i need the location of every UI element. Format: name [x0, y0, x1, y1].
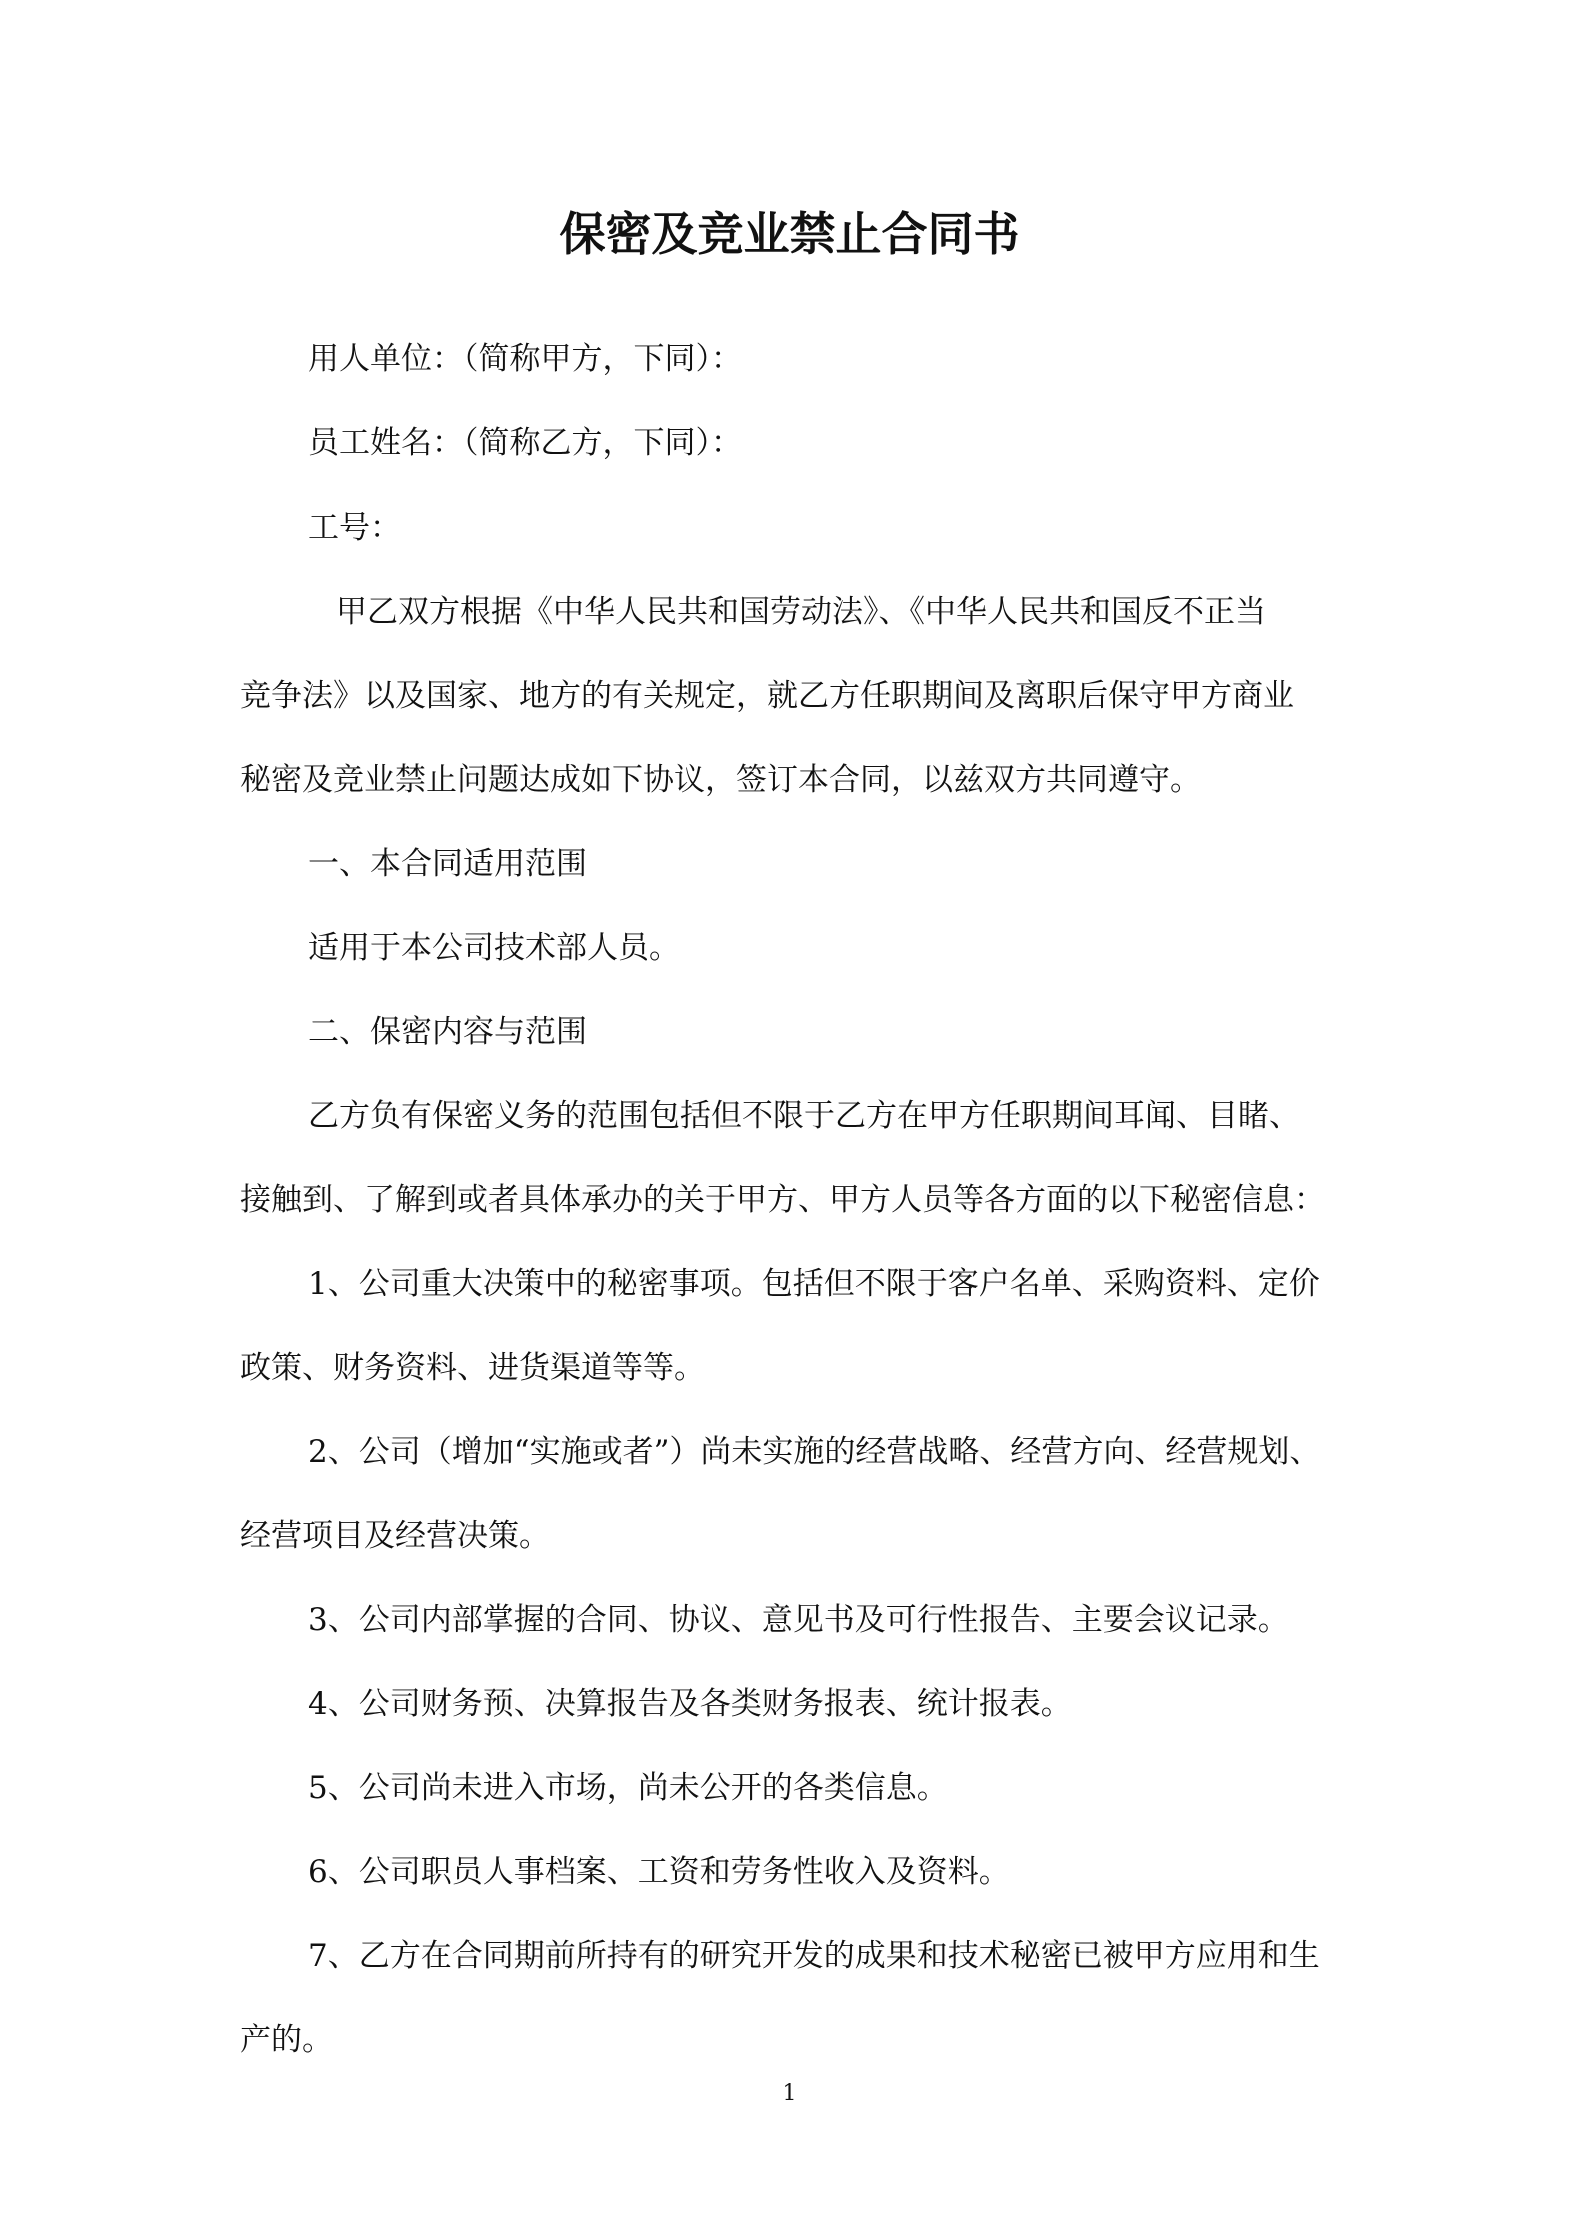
item-2-line-2: 经营项目及经营决策。	[240, 1518, 550, 1554]
preamble-line-3: 秘密及竞业禁止问题达成如下协议，签订本合同，以兹双方共同遵守。	[240, 762, 1201, 798]
scope-text: 适用于本公司技术部人员。	[308, 930, 680, 966]
confidential-intro-line-2: 接触到、了解到或者具体承办的关于甲方、甲方人员等各方面的以下秘密信息：	[240, 1182, 1325, 1218]
employee-name-line: 员工姓名：（简称乙方，下同）：	[308, 425, 742, 461]
employer-line: 用人单位：（简称甲方，下同）：	[308, 341, 742, 377]
preamble-line-2: 竞争法》以及国家、地方的有关规定，就乙方任职期间及离职后保守甲方商业	[240, 678, 1294, 714]
item-5: 5、公司尚未进入市场，尚未公开的各类信息。	[308, 1770, 948, 1806]
document-title: 保密及竞业禁止合同书	[559, 207, 1020, 261]
item-1-line-1: 1、公司重大决策中的秘密事项。包括但不限于客户名单、采购资料、定价	[308, 1266, 1320, 1302]
preamble-line-1: 甲乙双方根据《中华人民共和国劳动法》、《中华人民共和国反不正当	[336, 594, 1266, 630]
item-4: 4、公司财务预、决算报告及各类财务报表、统计报表。	[308, 1686, 1072, 1722]
item-3: 3、公司内部掌握的合同、协议、意见书及可行性报告、主要会议记录。	[308, 1602, 1289, 1638]
employee-id-line: 工号：	[308, 510, 401, 546]
page-number: 1	[782, 2081, 797, 2106]
section-heading-confidential: 二、保密内容与范围	[308, 1014, 587, 1050]
item-1-line-2: 政策、财务资料、进货渠道等等。	[240, 1350, 705, 1386]
item-7-line-1: 7、乙方在合同期前所持有的研究开发的成果和技术秘密已被甲方应用和生	[308, 1938, 1320, 1974]
confidential-intro-line-1: 乙方负有保密义务的范围包括但不限于乙方在甲方任职期间耳闻、目睹、	[308, 1098, 1300, 1134]
item-6: 6、公司职员人事档案、工资和劳务性收入及资料。	[308, 1854, 1010, 1890]
section-heading-scope: 一、本合同适用范围	[308, 846, 587, 882]
item-7-line-2: 产的。	[240, 2022, 333, 2058]
item-2-line-1: 2、公司（增加“实施或者”）尚未实施的经营战略、经营方向、经营规划、	[308, 1434, 1321, 1470]
